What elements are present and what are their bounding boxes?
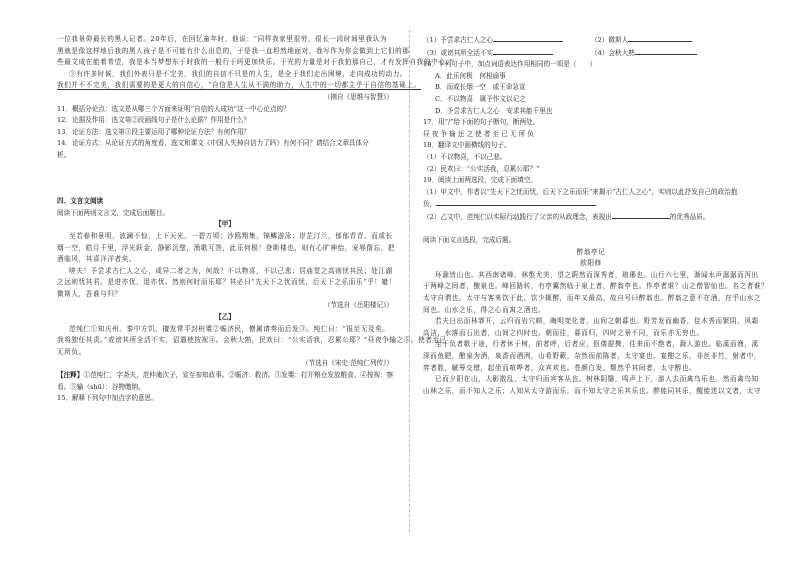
essay-line: 至于负者歌于途，行者休于树，前者呼，后者应，伛偻提携，往来而不绝者，滁人游也。临溪而渔，溪 [435, 340, 759, 349]
passage-line: 些最文成在能着希望，我是本当梦想东于时我的一般行于吗更加快乐。于光的力量是对于我拍那自己，才有发挥自我的中心。” [57, 58, 454, 67]
question-14-line1: 14．论证方式：从论证方式的角度看，选文和课文《中国人失掉自信力了吗》有何不同？请结合文章具体分 [57, 139, 369, 148]
source-note: （摘自《思维与智慧》） [323, 92, 393, 101]
passage-jia-line: 至若春和景明，波澜不惊，上下天光，一碧万顷；沙鸥翔集，锦鳞游泳；岸芷汀兰，郁郁青青。而或长 [69, 231, 393, 240]
q16-option[interactable]: B．而或长烟一空 或王命急宣 [435, 83, 526, 92]
spacer [57, 162, 393, 185]
passage-line: 黑就是像这样地后我的黑人孩子是不可能有什么出息的，于是我一直坦然地面对，我写作为你会做到上它们的那 [57, 46, 410, 55]
passage-jia-line: 嗟夫！予尝求古仁人之心，或异二者之为，何哉？不以物喜，不以己悲；居庙堂之高则忧其民；处江湖 [69, 266, 393, 275]
answer-blank[interactable] [493, 47, 553, 55]
essay-line: 弈者胜，觥筹交错，起坐而喧哗者，众宾欢也。苍颜白发，颓然乎其间者，太守醉也。 [423, 363, 697, 372]
answer-blank[interactable] [436, 198, 596, 206]
source-note: （节选自《岳阳楼记》） [323, 301, 393, 310]
column-divider [409, 30, 410, 532]
q18-item: （2）民欢曰：“公实活我，忍累公耶？” [423, 164, 540, 173]
spacer [423, 224, 759, 236]
annotation-line: 【注释】①范纯仁，字尧夫，范仲淹次子，宣至参知政事。②赈济：救济。③发粟：打开粮仓发放粮食。④按视：察 [57, 371, 394, 380]
essay-line: 高洁，水落而石出者，山间之四时也。朝而往，暮而归，四时之景不同，而乐亦无穷也。 [423, 328, 704, 337]
passage-yi-line: 范纯仁①知庆州。秦中方饥，擅发常平封桩粟②赈济民，僚属请奏而后发③。纯仁曰：“报至无及矣。 [69, 324, 390, 333]
section-intro: 阅读下面文言选段，完成后题。 [423, 236, 516, 245]
q15-row [423, 34, 759, 47]
passage-line: 一位我景仰最长的黑人记者。20年后，在回忆童年时，他说：“同样我家里很穷，很长一段时间里我认为 [57, 35, 388, 43]
answer-blank[interactable] [493, 34, 563, 42]
passage-yi-title: 【乙】 [215, 313, 235, 322]
passage-jia-line: 烟一空，皓月千里，浮光跃金，静影沉璧，渔歌互答，此乐何极！登斯楼也，则有心旷神怡，宠辱偕忘，把 [57, 243, 396, 252]
passage-jia-line: 之远则忧其君。是进亦忧，退亦忧。然则何时而乐耶？其必曰“先天下之忧而忧，后天下之乐而乐”乎！噫！ [57, 278, 396, 287]
essay-title: 醉翁亭记 [576, 247, 606, 256]
essay-line: 若夫日出而林霏开，云归而岩穴暝，晦明变化者，山间之朝暮也。野芳发而幽香，佳木秀而繁阴，风霜 [435, 317, 759, 326]
question-19: 19．阅读上面两选段，完成下面填空。 [423, 176, 537, 185]
essay-line: 环滁皆山也。其西南诸峰，林壑尤美，望之蔚然而深秀者，琅琊也。山行六七里，渐闻水声潺潺而泻出 [435, 270, 759, 279]
source-note: （节选自《宋史·范纯仁列传》） [301, 359, 393, 368]
q16-option[interactable]: A．此乐何极 何相谕事 [435, 71, 506, 80]
q15-item: （2）微斯人 [591, 34, 759, 47]
annotation-line: 看。⑤输（shū）：谷物缴纳。 [57, 382, 145, 391]
section-heading: 四、文言文阅读 [57, 197, 104, 206]
q15-item: （1）予尝求古仁人之心 [423, 34, 591, 47]
spacer [57, 185, 393, 197]
passage-jia-line: 酒临风，其喜洋洋者矣。 [57, 255, 137, 264]
question-17: 17．用“/”给下面的句子断句，断两处。 [423, 118, 540, 127]
q17-sentence: 昼 夜 争 输 还 之 使 者 至 已 无 所 负 [423, 129, 534, 138]
essay-line: 深而鱼肥，酿泉为酒，泉香而酒洌，山肴野蔌，杂然而前陈者，太守宴也。宴酣之乐，非丝非竹，射者中， [423, 352, 762, 361]
question-11: 11．概括分论点：选文是从哪三个方面来证明“自信的人成功”这一中心论点的？ [57, 104, 290, 113]
passage-para3b: 我们并不不完美，我们需要的是更大的自信心，“自信是人生从不满的助力，人生中的一切都主乎于自信的基础上。 [57, 81, 421, 90]
answer-blank[interactable] [635, 47, 697, 55]
right-column [423, 34, 769, 397]
q19-item: （1）甲文中，作者以“先天下之忧而忧，后天下之乐而乐”来揭示“古仁人之心”，实则以此抒发自己的政治抱 [423, 187, 738, 196]
q16-option[interactable]: D．予尝求古仁人之心 安求其能千里也 [435, 106, 553, 115]
question-12: 12．论据及作用：选文第②段画线句子是什么论据？作用是什么？ [57, 116, 251, 125]
essay-author: 欧阳修 [580, 259, 602, 268]
left-column [57, 34, 454, 405]
question-18: 18．翻译文中画横线的句子。 [423, 141, 511, 150]
section-intro: 阅读下面两则文言文，完成后面题目。 [57, 208, 170, 217]
q15-item: （3）或谤其所全活不实 [423, 47, 591, 60]
question-14-line2: 析。 [57, 150, 71, 159]
question-15: 15．解释下列句中加点字的意思。 [57, 394, 158, 403]
passage-yi-line: 无所负。 [57, 347, 86, 356]
essay-line: 间也。山水之乐，得之心而寓之酒也。 [423, 305, 546, 314]
essay-line: 于两峰之间者，酿泉也。峰回路转，有亭翼然临于泉上者，醉翁亭也。作亭者谁？山之僧智仙也。名之者谁？ [423, 282, 769, 291]
q19-item: （2）乙文中，范纯仁以实际行动践行了父亲的从政理念，表现出 的优秀品质。 [423, 212, 710, 221]
passage-yi-line: 我将独任其责。”或谤其所全活不实，诏遣使按视④。会秋大熟，民欢曰：“公实活我，忍累公耶？”昼夜争输之⑤。使者至已 [57, 336, 447, 345]
question-16: 16．下列句子中，加点词语表达作用相同的一项是（ ） [423, 60, 597, 69]
q18-item: （1）不以物喜，不以己悲。 [423, 152, 507, 161]
q15-row [423, 47, 759, 60]
q15-item: （4）会秋大熟 [591, 47, 759, 60]
q19-item-cont: 负， [423, 198, 759, 211]
passage-jia-line: 微斯人，吾谁与归？ [57, 289, 122, 298]
answer-blank[interactable] [612, 211, 670, 219]
essay-line: 已而夕阳在山，人影散乱，太守归而宾客从也。树林阴翳，鸣声上下，游人去而禽鸟乐也。然而禽鸟知 [435, 375, 759, 384]
q16-option[interactable]: C．不以物喜 属予作文以记之 [435, 94, 526, 103]
essay-line: 太守自谓也。太守与客来饮于此，饮少辄醉，而年又最高，故自号曰醉翁也。醉翁之意不在酒，在乎山水之 [423, 294, 762, 303]
answer-blank[interactable] [628, 34, 692, 42]
question-13: 13．论证方法：选文第③段主要运用了哪种论证方法？有何作用？ [57, 127, 251, 136]
passage-jia-title: 【甲】 [215, 220, 235, 229]
passage-para3: ③有许多时候，我们外表只是不完美，我们的自信不只是的人生，是全于我们走出困境，走向成功的动力。 [69, 69, 408, 78]
essay-line: 山林之乐，而不知人之乐；人知从太守游而乐，而不知太守之乐其乐也。醉能同其乐，醒能述以文者，太守 [423, 386, 762, 395]
